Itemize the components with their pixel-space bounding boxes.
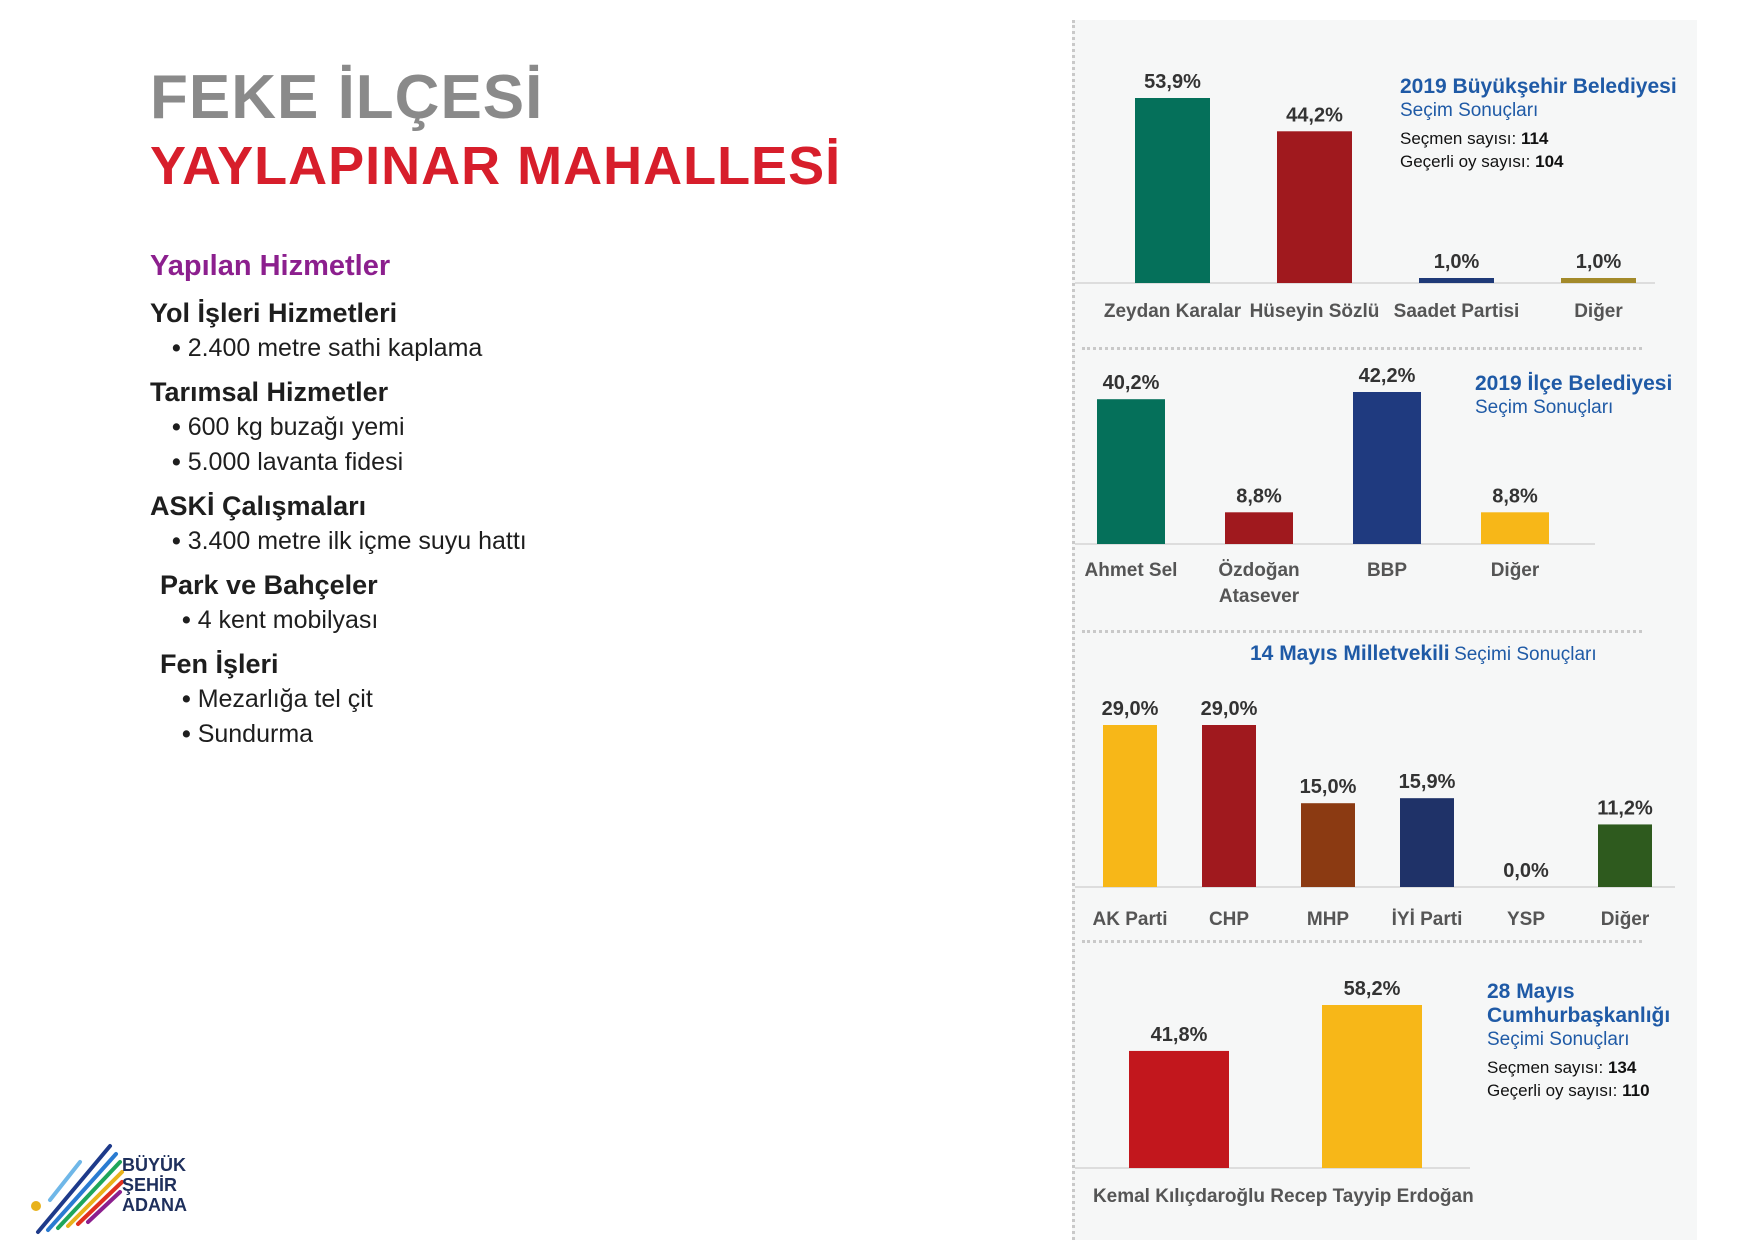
logo-text [122,1155,187,1215]
service-item: • 600 kg buzağı yemi [172,410,870,445]
chart-district-2019-info [1475,372,1672,424]
category-label: Diğer [1490,560,1540,581]
divider [1082,940,1642,943]
chart-title: 2019 İlçe Belediyesi [1475,372,1673,395]
services-title: Yapılan Hizmetler [150,250,391,282]
services-section [150,250,870,760]
service-heading: Yol İşleri Hizmetleri [150,298,398,328]
data-label: 53,9% [1144,71,1201,93]
chart-subtitle: Seçim Sonuçları [1475,397,1614,418]
bar [1277,131,1352,283]
chart-subtitle: Seçim Sonuçları [1400,100,1539,121]
bar [1301,803,1355,887]
category-label: Ahmet Sel [1084,560,1178,581]
bar [1419,278,1494,283]
service-item: • 5.000 lavanta fidesi [172,445,870,480]
divider [1082,347,1642,350]
data-label: 1,0% [1433,251,1480,273]
service-heading: Tarımsal Hizmetler [150,377,389,407]
category-label: Diğer [1600,909,1650,930]
category-label: AK Parti [1092,909,1168,930]
service-item: • 3.400 metre ilk içme suyu hattı [172,524,870,559]
service-heading: Park ve Bahçeler [160,570,378,600]
bar [1598,824,1652,887]
bar [1135,98,1210,283]
category-label: Diğer [1574,301,1623,322]
chart-title-line2: Cumhurbaşkanlığı [1487,1004,1671,1027]
category-label: İYİ Parti [1391,909,1463,930]
logo-line: ADANA [122,1195,187,1215]
service-item: • Mezarlığa tel çit [182,682,870,717]
valid-vote-count: Geçerli oy sayısı: 110 [1487,1081,1650,1100]
bar [1129,1051,1229,1168]
chart-title: 14 Mayıs Milletvekili [1250,642,1450,665]
bar [1353,392,1421,544]
data-label: 15,9% [1398,771,1456,794]
category-label: Hüseyin Sözlü [1249,301,1380,322]
bar [1322,1005,1422,1168]
category-label: Özdoğan [1218,560,1300,581]
category-label: Atasever [1218,586,1300,607]
voter-count: Seçmen sayısı: 134 [1487,1058,1637,1077]
category-label: YSP [1506,909,1546,930]
chart-parliament-2023 [1075,670,1695,935]
district-title: FEKE İLÇESİ [150,63,544,132]
category-label: BBP [1366,560,1408,581]
service-heading: Fen İşleri [160,649,279,679]
category-label: MHP [1306,909,1350,930]
bar [1481,512,1549,544]
data-label: 40,2% [1102,372,1160,395]
bar [1202,725,1256,887]
data-label: 42,2% [1358,365,1416,387]
data-label: 11,2% [1597,797,1653,820]
data-label: 58,2% [1343,978,1401,1000]
service-item: • Sundurma [182,717,870,752]
service-group-agriculture [150,374,870,480]
logo-line: BÜYÜK [122,1155,187,1175]
data-label: 29,0% [1101,698,1159,720]
data-label: 0,0% [1503,860,1549,882]
data-label: 44,2% [1286,104,1343,127]
service-group-parks [160,567,870,638]
service-group-aski [150,488,870,559]
chart-metropolitan-2019-info [1400,75,1677,173]
chart-presidential-info [1487,980,1670,1102]
category-label: Recep Tayyip Erdoğan [1270,1186,1474,1207]
bar [1400,798,1454,887]
bar [1561,278,1636,283]
service-item: • 2.400 metre sathi kaplama [172,331,870,366]
logo-line: ŞEHİR [122,1175,178,1195]
category-label: Zeydan Karalar [1103,301,1242,322]
service-item: • 4 kent mobilyası [182,603,870,638]
service-heading: ASKİ Çalışmaları [150,491,367,521]
data-label: 8,8% [1236,485,1282,508]
data-label: 1,0% [1575,251,1622,273]
data-label: 29,0% [1200,698,1258,720]
bar [1225,512,1293,544]
divider [1082,630,1642,633]
service-group-road [150,295,870,366]
data-label: 41,8% [1150,1023,1208,1046]
service-group-works [160,646,870,752]
neighborhood-title: YAYLAPINAR MAHALLESİ [150,136,842,196]
voter-count: Seçmen sayısı: 114 [1400,129,1549,148]
bar [1103,725,1157,887]
chart-subtitle: Seçimi Sonuçları [1487,1029,1630,1050]
chart-parliament-info [1250,642,1597,667]
data-label: 15,0% [1299,776,1357,799]
chart-title-line1: 28 Mayıs [1487,980,1575,1003]
data-label: 8,8% [1492,485,1538,508]
chart-title: 2019 Büyükşehir Belediyesi [1400,75,1677,98]
category-label: Kemal Kılıçdaroğlu [1092,1186,1266,1207]
valid-vote-count: Geçerli oy sayısı: 104 [1400,152,1564,171]
bar [1097,399,1165,544]
category-label: Saadet Partisi [1393,301,1520,322]
category-label: CHP [1208,909,1250,930]
chart-subtitle: Seçimi Sonuçları [1454,644,1597,665]
